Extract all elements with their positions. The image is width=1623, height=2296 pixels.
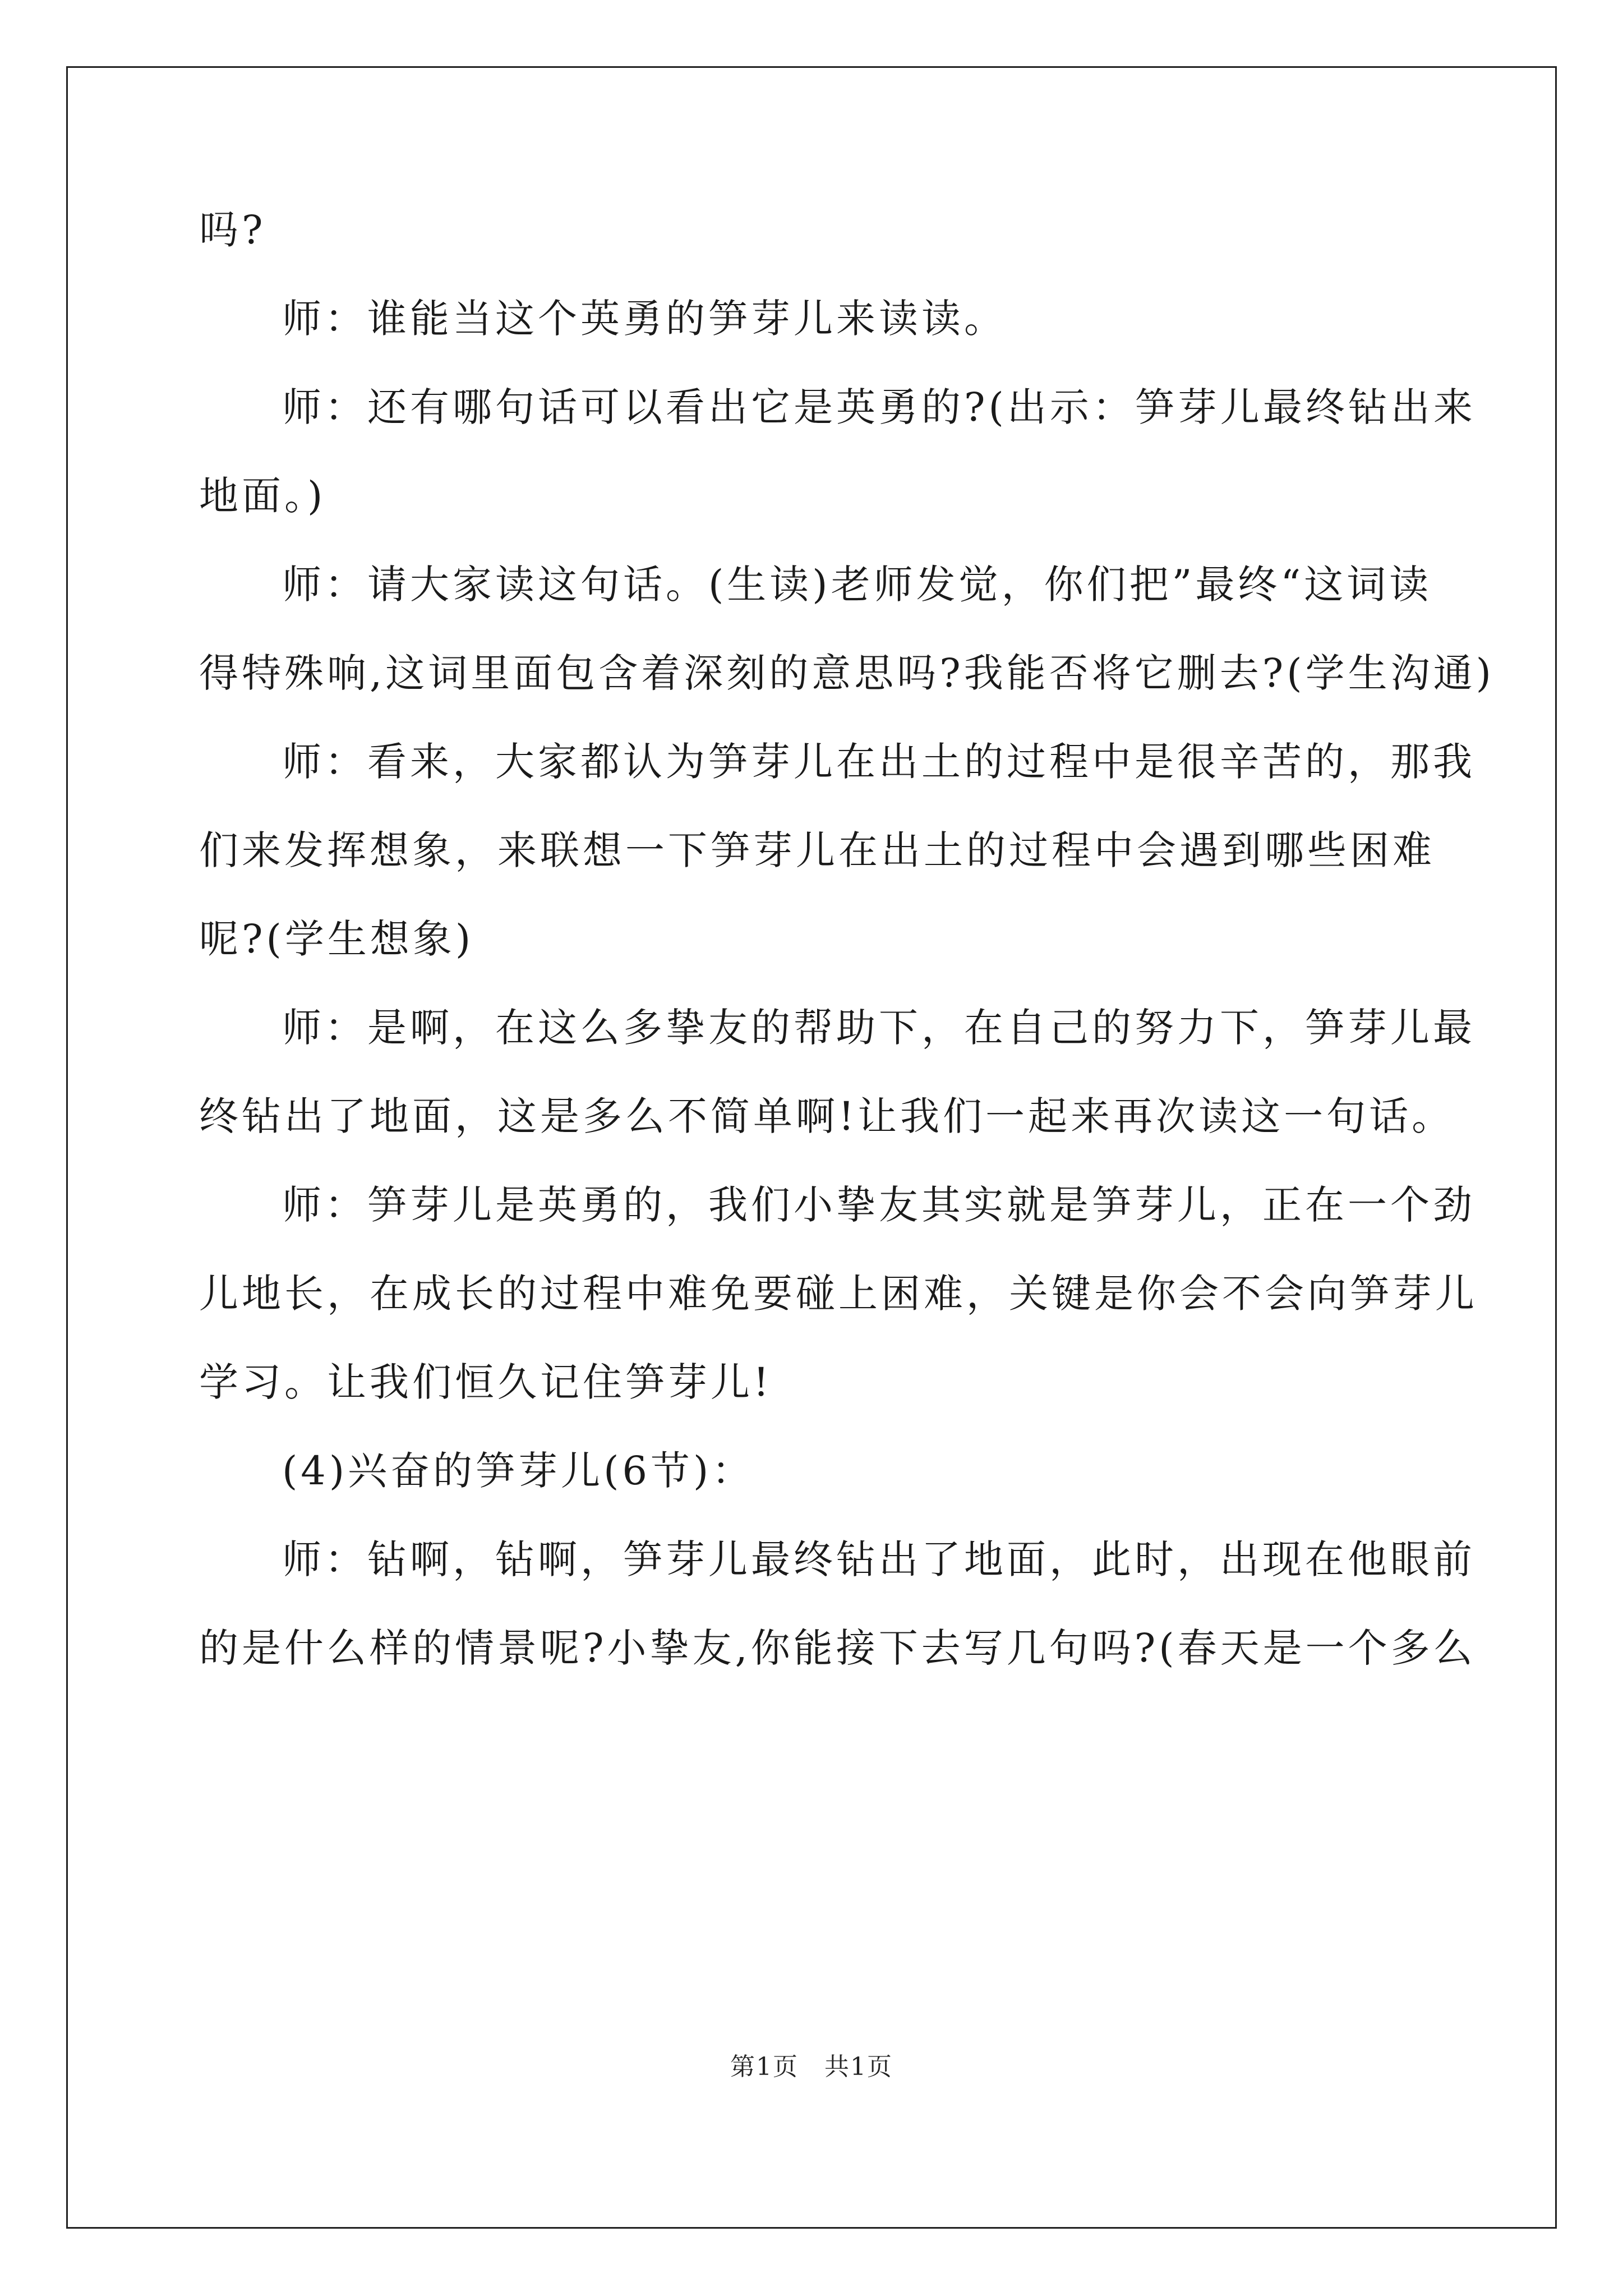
text-line: 得特殊响,这词里面包含着深刻的意思吗?我能否将它删去?(学生沟通)	[199, 650, 1495, 696]
text-line: 们来发挥想象，来联想一下笋芽儿在出土的过程中会遇到哪些困难	[199, 827, 1435, 873]
text-line: 的是什么样的情景呢?小挚友,你能接下去写几句吗?(春天是一个多么	[199, 1625, 1476, 1671]
text-line: 吗?	[199, 207, 266, 253]
page-number-total: 共1页	[824, 2053, 893, 2081]
text-line: 儿地长，在成长的过程中难免要碰上困难，关键是你会不会向笋芽儿	[199, 1271, 1478, 1317]
section-heading: (4)兴奋的笋芽儿(6节)：	[282, 1448, 755, 1494]
text-line: 师：还有哪句话可以看出它是英勇的?(出示：笋芽儿最终钻出来	[282, 384, 1476, 430]
text-line: 师：看来，大家都认为笋芽儿在出土的过程中是很辛苦的，那我	[282, 739, 1476, 785]
text-line: 师：钻啊，钻啊，笋芽儿最终钻出了地面，此时，出现在他眼前	[282, 1536, 1476, 1582]
text-line: 师：请大家读这句话。(生读)老师发觉，你们把”最终“这词读	[282, 562, 1432, 608]
text-line: 师：是啊，在这么多挚友的帮助下，在自己的努力下，笋芽儿最	[282, 1005, 1476, 1051]
page-number-current: 第1页	[730, 2053, 799, 2081]
text-line: 学习。让我们恒久记住笋芽儿!	[199, 1359, 773, 1405]
text-line: 师：笋芽儿是英勇的，我们小挚友其实就是笋芽儿，正在一个劲	[282, 1182, 1476, 1228]
page-footer	[0, 2050, 1623, 2084]
text-line: 师：谁能当这个英勇的笋芽儿来读读。	[282, 296, 1007, 342]
text-line: 地面。)	[199, 473, 326, 519]
text-line: 呢?(学生想象)	[199, 916, 474, 962]
text-line: 终钻出了地面，这是多么不简单啊!让我们一起来再次读这一句话。	[199, 1093, 1455, 1139]
